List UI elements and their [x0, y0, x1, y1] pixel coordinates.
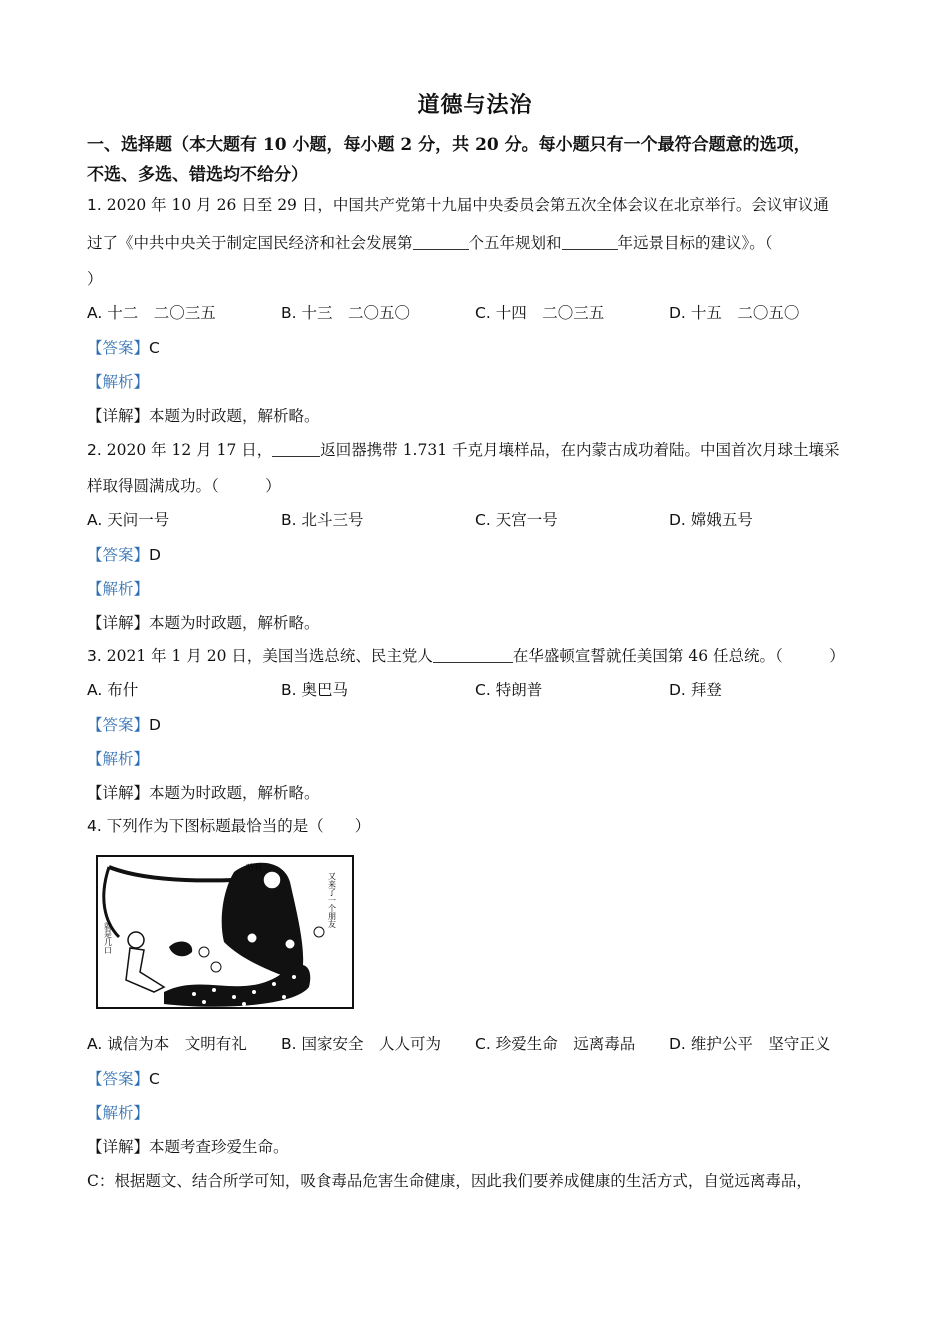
option-key: C. [475, 1035, 491, 1053]
option-key: C. [475, 304, 491, 322]
q4-detail-extra: C：根据题文、结合所学可知，吸食毒品危害生命健康，因此我们要养成健康的生活方式，自觉远离毒品， [87, 1172, 812, 1190]
option-text: 十四 二〇三五 [495, 304, 605, 322]
option-text: 嫦娥五号 [690, 511, 753, 529]
q1-detail-text: 本题为时政题，解析略。 [149, 407, 320, 425]
option-text: 北斗三号 [301, 511, 364, 529]
q4-option-b[interactable] [281, 1032, 441, 1054]
q2-option-b[interactable] [281, 508, 364, 530]
q1-line-1 [87, 193, 829, 215]
detail-label: 【详解】 [87, 407, 150, 425]
option-text: 十五 二〇五〇 [690, 304, 800, 322]
cartoon-caption-right: 又来了一个朋友 [327, 872, 337, 928]
q4-answer-value: C [149, 1070, 160, 1088]
option-text: 特朗普 [495, 681, 543, 699]
youth-head [128, 932, 144, 948]
q3-option-c[interactable] [475, 678, 542, 700]
q1-option-c[interactable] [475, 301, 604, 323]
q3-answer-value: D [149, 716, 161, 734]
q4-option-a[interactable] [87, 1032, 247, 1054]
q1-number: 1. [87, 196, 102, 214]
option-key: D. [669, 1035, 686, 1053]
poppy-flower [247, 933, 257, 943]
section-heading-line2: 不选、多选、错选均不给分） [87, 165, 308, 185]
q1-text-b2: 个五年规划和 [468, 234, 562, 252]
q1-text-b3: 年远景目标的建议》。（ [617, 234, 773, 252]
q1-line-2 [87, 231, 773, 253]
answer-label: 【答案】 [87, 1070, 150, 1088]
q1-text-b1: 过了《中共中央关于制定国民经济和社会发展第 [87, 234, 413, 252]
detail-label: 【详解】 [87, 614, 150, 632]
q3-detail [87, 781, 320, 803]
q3-option-a[interactable] [87, 678, 138, 700]
q2-text-a1: 2020 年 12 月 17 日， [106, 441, 273, 459]
q2-detail [87, 611, 320, 633]
q3-detail-text: 本题为时政题，解析略。 [149, 784, 320, 802]
q1-option-a[interactable] [87, 301, 216, 323]
option-key: A. [87, 1035, 103, 1053]
answer-label: 【答案】 [87, 716, 150, 734]
option-key: B. [281, 681, 297, 699]
option-text: 维护公平 坚守正义 [690, 1035, 831, 1053]
q2-option-d[interactable] [669, 508, 753, 530]
option-key: A. [87, 511, 103, 529]
option-text: 天问一号 [107, 511, 170, 529]
q3-number: 3. [87, 647, 102, 665]
q3-text-a1: 2021 年 1 月 20 日，美国当选总统、民主党人 [106, 647, 433, 665]
q2-answer-value: D [149, 546, 161, 564]
q4-answer [87, 1067, 160, 1089]
option-text: 布什 [107, 681, 139, 699]
q2-detail-text: 本题为时政题，解析略。 [149, 614, 320, 632]
q3-option-b[interactable] [281, 678, 348, 700]
option-key: A. [87, 304, 103, 322]
poppy-flower [285, 939, 295, 949]
option-key: D. [669, 304, 686, 322]
poppy-flower [314, 927, 324, 937]
q3-analysis-label: 【解析】 [87, 750, 150, 768]
detail-label: 【详解】 [87, 1138, 150, 1156]
drug-cartoon-image [94, 852, 356, 1012]
q1-blank-1 [413, 235, 469, 250]
q1-answer [87, 336, 160, 358]
q3-option-d[interactable] [669, 678, 722, 700]
q2-analysis-label: 【解析】 [87, 580, 150, 598]
option-key: B. [281, 1035, 297, 1053]
q1-answer-value: C [149, 339, 160, 357]
q1-option-b[interactable] [281, 301, 410, 323]
option-text: 十三 二〇五〇 [301, 304, 411, 322]
q1-text-a: 2020 年 10 月 26 日至 29 日，中国共产党第十九届中央委员会第五次全体会议在北京举行。会议审议通 [106, 196, 829, 214]
q3-text-a2: 在华盛顿宣誓就任美国第 46 任总统。（ ） [512, 647, 845, 665]
q2-option-a[interactable] [87, 508, 169, 530]
cartoon-caption-top: 哈哈 [246, 863, 262, 872]
option-key: C. [475, 511, 491, 529]
reaper-face [263, 871, 281, 889]
option-key: A. [87, 681, 103, 699]
q1-blank-2 [562, 235, 618, 250]
q1-text-c: ） [87, 270, 103, 288]
option-text: 国家安全 人人可为 [301, 1035, 442, 1053]
option-text: 诚信为本 文明有礼 [107, 1035, 247, 1053]
option-key: D. [669, 681, 686, 699]
q4-detail-text: 本题考查珍爱生命。 [149, 1138, 289, 1156]
q4-text-a: 下列作为下图标题最恰当的是（ ） [106, 817, 371, 835]
q4-line-1 [87, 814, 370, 836]
q1-analysis-label: 【解析】 [87, 373, 150, 391]
poppy-flower [199, 947, 209, 957]
q4-option-d[interactable] [669, 1032, 830, 1054]
q3-line-1 [87, 644, 845, 666]
option-text: 天宫一号 [495, 511, 558, 529]
section-heading-line1: 一、选择题（本大题有 10 小题，每小题 2 分，共 20 分。每小题只有一个最符合题意的选项， [87, 135, 811, 155]
q4-option-c[interactable] [475, 1032, 635, 1054]
cartoon-caption-left: 就是几口 [103, 922, 113, 954]
page-title: 道德与法治 [417, 92, 533, 118]
option-text: 拜登 [690, 681, 722, 699]
answer-label: 【答案】 [87, 339, 150, 357]
option-text: 奥巴马 [301, 681, 349, 699]
option-key: C. [475, 681, 491, 699]
q2-blank [272, 442, 320, 457]
q2-text-a2: 返回器携带 1.731 千克月壤样品，在内蒙古成功着陆。中国首次月球土壤采 [320, 441, 840, 459]
option-key: B. [281, 511, 297, 529]
q1-detail [87, 404, 320, 426]
poppy-flower [211, 962, 221, 972]
detail-label: 【详解】 [87, 784, 150, 802]
q1-option-d[interactable] [669, 301, 799, 323]
answer-label: 【答案】 [87, 546, 150, 564]
option-key: B. [281, 304, 297, 322]
q2-answer [87, 543, 161, 565]
q2-option-c[interactable] [475, 508, 558, 530]
q2-number: 2. [87, 441, 102, 459]
option-text: 十二 二〇三五 [107, 304, 216, 322]
q4-analysis-label: 【解析】 [87, 1104, 150, 1122]
q2-text-b: 样取得圆满成功。（ ） [87, 477, 281, 495]
option-text: 珍爱生命 远离毒品 [495, 1035, 636, 1053]
section-heading [87, 130, 877, 190]
q3-blank [433, 648, 513, 663]
q4-detail [87, 1135, 289, 1157]
q2-line-1 [87, 438, 840, 460]
q4-number: 4. [87, 817, 102, 835]
q3-answer [87, 713, 161, 735]
option-key: D. [669, 511, 686, 529]
